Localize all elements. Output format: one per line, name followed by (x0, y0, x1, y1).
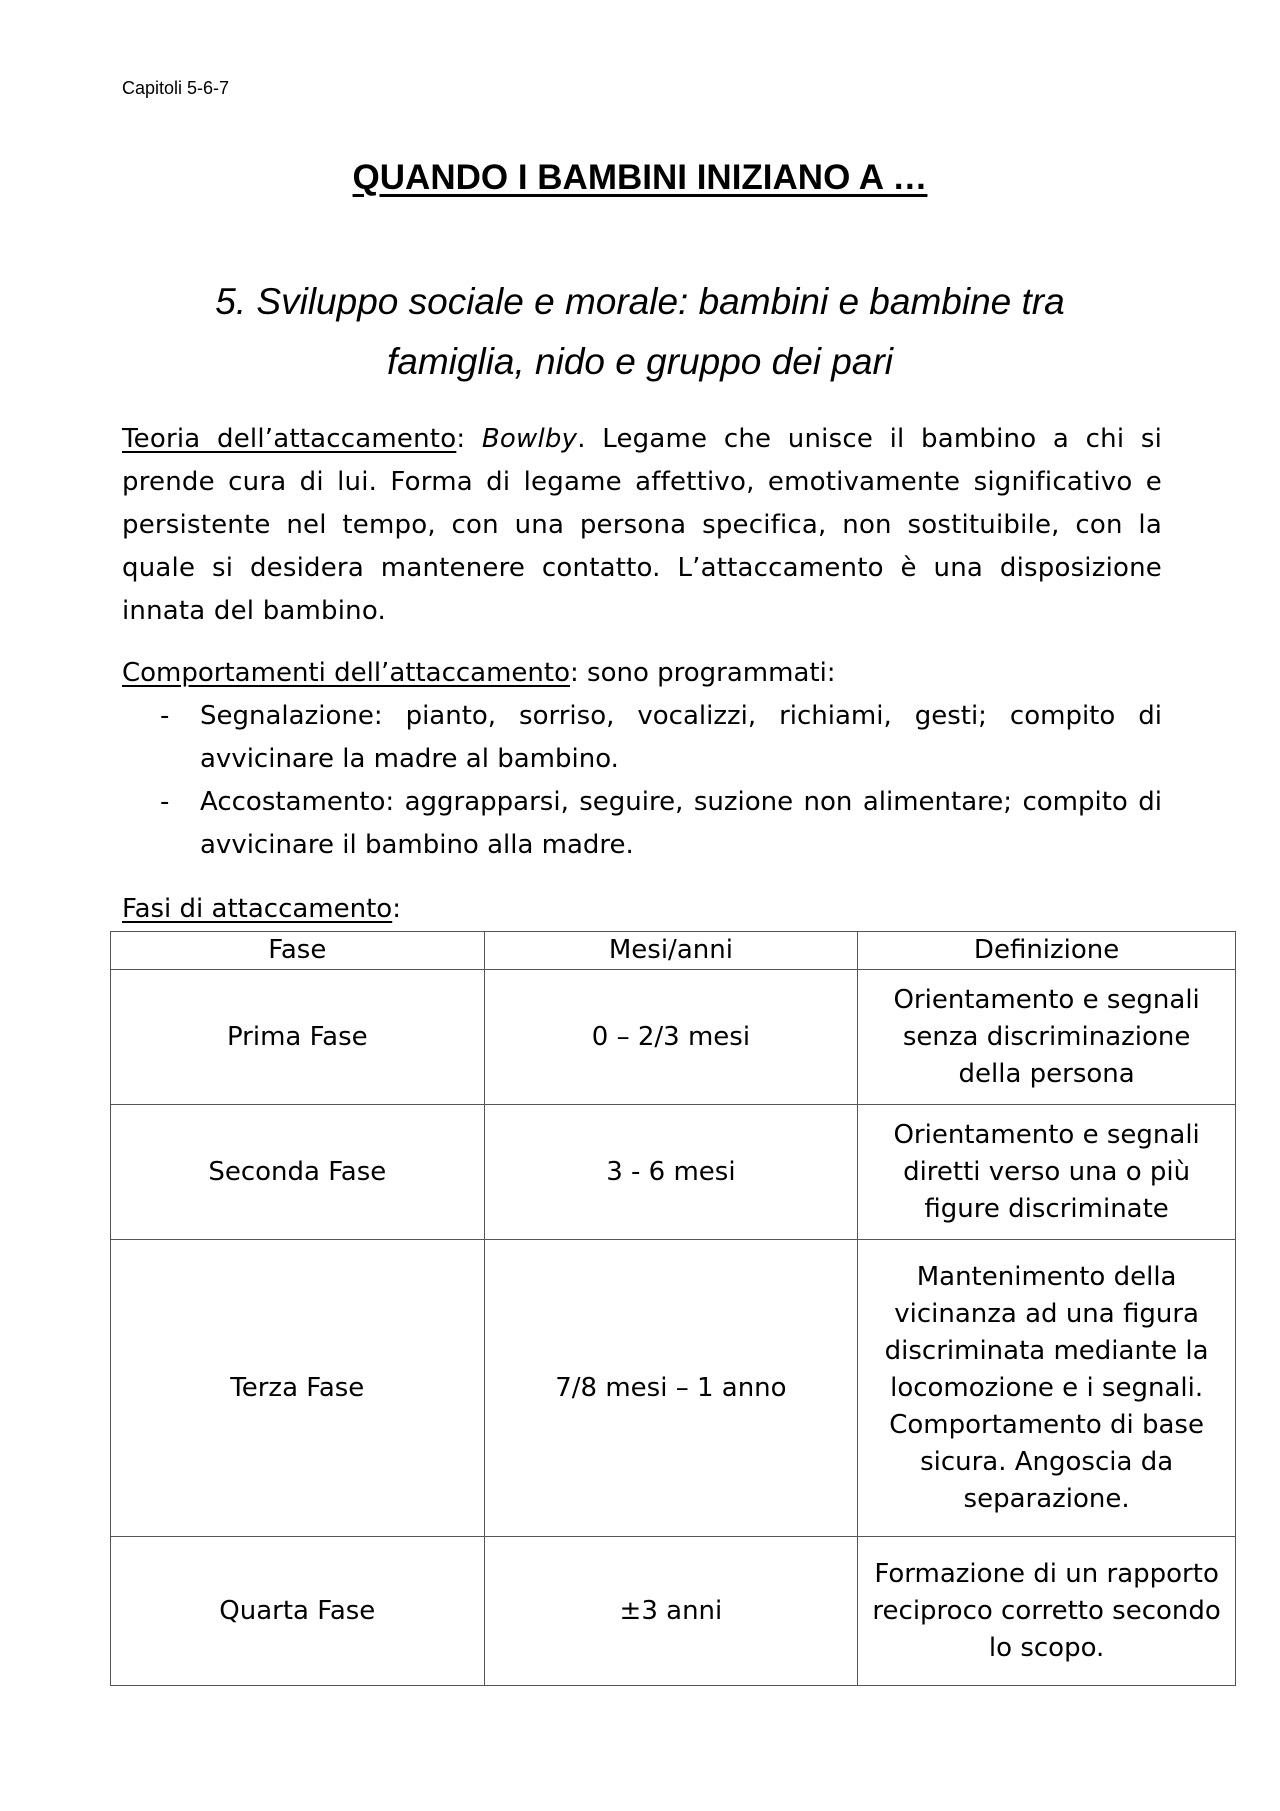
phase-cell: Quarta Fase (111, 1537, 485, 1686)
attachment-behaviours-label: Comportamenti dell’attaccamento (122, 658, 570, 688)
list-dash: - (160, 787, 170, 817)
attachment-phases-colon: : (392, 894, 401, 924)
age-cell: 0 – 2/3 mesi (484, 970, 858, 1105)
attachment-theory-label: Teoria dell’attaccamento (122, 424, 457, 454)
chapters-note: Capitoli 5-6-7 (122, 78, 230, 98)
definition-cell: Orientamento e segnali senza discriminazione della persona (858, 970, 1236, 1105)
attachment-theory-text: . Legame che unisce il bambino a chi si prende cura di lui. Forma di legame affettivo, emotivamente significativo e persistente nel tempo, con una persona specifica, non sostituibile, con la quale si desidera mantenere contatto. L’attaccamento è una disposizione innata del bambino. (122, 424, 1163, 626)
phase-cell: Prima Fase (111, 970, 485, 1105)
column-header-definition: Definizione (858, 932, 1236, 970)
column-header-phase: Fase (111, 932, 485, 970)
definition-cell: Mantenimento della vicinanza ad una figura discriminata mediante la locomozione e i segnali. Comportamento di base sicura. Angoscia da separazione. (858, 1240, 1236, 1537)
attachment-behaviours-list (122, 695, 1162, 867)
table-row (111, 1537, 1236, 1686)
attachment-theory-colon: : (456, 424, 466, 454)
chapter-title (180, 272, 1100, 392)
column-header-age: Mesi/anni (484, 932, 858, 970)
age-cell: 7/8 mesi – 1 anno (484, 1240, 858, 1537)
list-dash: - (160, 701, 170, 731)
list-item-text: Accostamento: aggrapparsi, seguire, suzione non alimentare; compito di avvicinare il bambino alla madre. (200, 787, 1162, 860)
age-cell: ±3 anni (484, 1537, 858, 1686)
definition-cell: Orientamento e segnali diretti verso una o più figure discriminate (858, 1105, 1236, 1240)
attachment-phases-heading (122, 888, 401, 931)
table-header-row (111, 932, 1236, 970)
attachment-phases-table (110, 931, 1236, 1686)
attachment-behaviours-heading (122, 652, 1162, 695)
age-cell: 3 - 6 mesi (484, 1105, 858, 1240)
list-item-text: Segnalazione: pianto, sorriso, vocalizzi, richiami, gesti; compito di avvicinare la madre al bambino. (200, 701, 1162, 774)
phase-cell: Seconda Fase (111, 1105, 485, 1240)
attachment-theory-author: Bowlby (481, 424, 578, 454)
chapter-title-line-2: famiglia, nido e gruppo dei pari (387, 341, 893, 382)
attachment-phases-label: Fasi di attaccamento (122, 894, 393, 924)
attachment-theory-paragraph (122, 418, 1162, 633)
list-item (122, 695, 1162, 781)
list-item (122, 781, 1162, 867)
table-row (111, 1105, 1236, 1240)
definition-cell: Formazione di un rapporto reciproco corretto secondo lo scopo. (858, 1537, 1236, 1686)
attachment-behaviours-text: : sono programmati: (570, 658, 836, 688)
chapter-title-line-1: 5. Sviluppo sociale e morale: bambini e bambine tra (215, 281, 1065, 322)
table-row (111, 970, 1236, 1105)
main-title: QUANDO I BAMBINI INIZIANO A … (352, 158, 928, 197)
table-row (111, 1240, 1236, 1537)
phase-cell: Terza Fase (111, 1240, 485, 1537)
